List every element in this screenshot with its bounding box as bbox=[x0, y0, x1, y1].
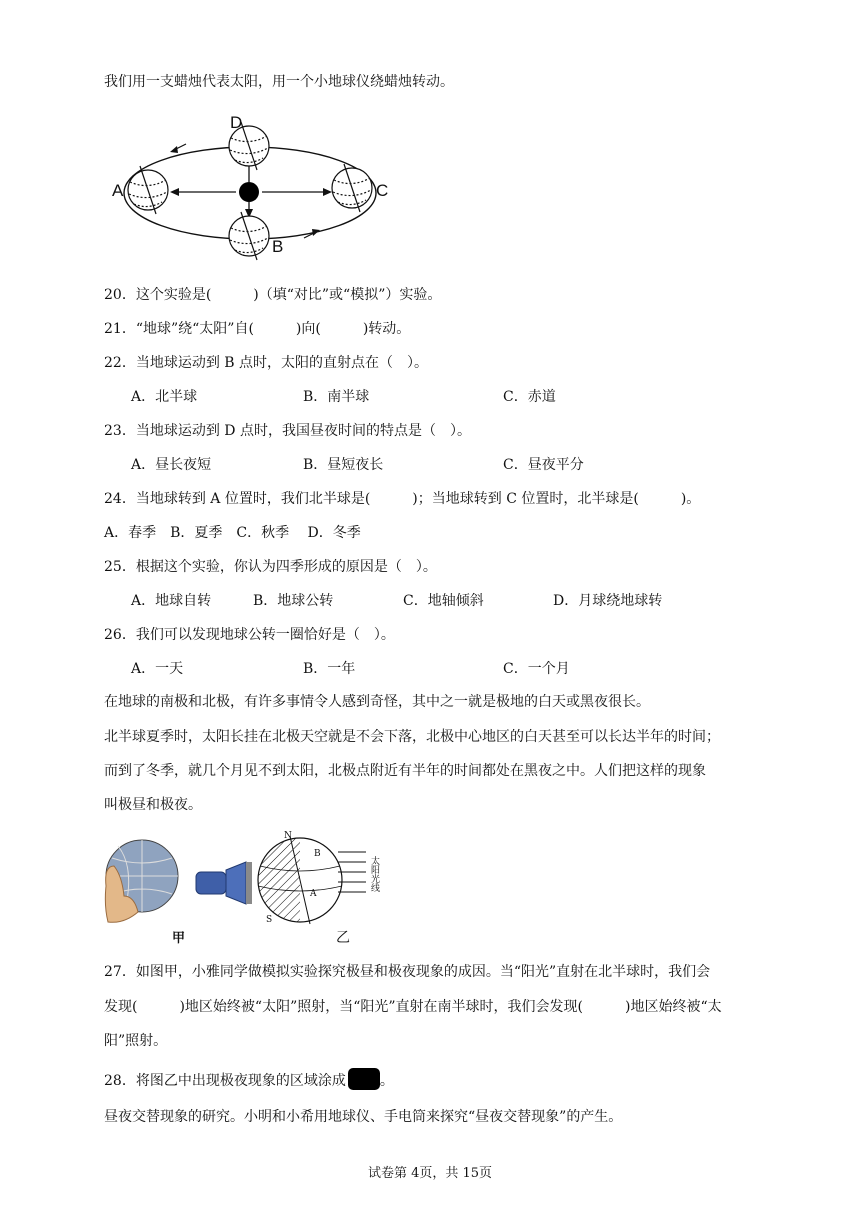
q26-option-a[interactable]: A．一天 bbox=[131, 661, 184, 677]
question-25: 25．根据这个实验，你认为四季形成的原因是（ ）。 bbox=[104, 559, 437, 575]
question-28-text: 28．将图乙中出现极夜现象的区域涂成 bbox=[104, 1073, 346, 1089]
question-22: 22．当地球运动到 B 点时，太阳的直射点在（ ）。 bbox=[104, 355, 429, 371]
q23-option-c[interactable]: C．昼夜平分 bbox=[503, 457, 584, 473]
question-23: 23．当地球运动到 D 点时，我国昼夜时间的特点是（ ）。 bbox=[104, 423, 471, 439]
intro-text: 我们用一支蜡烛代表太阳，用一个小地球仪绕蜡烛转动。 bbox=[104, 74, 454, 90]
q25-option-c[interactable]: C．地轴倾斜 bbox=[403, 593, 484, 609]
label-b-polar: B bbox=[314, 849, 321, 859]
question-28 bbox=[104, 1068, 394, 1091]
orbit-diagram bbox=[104, 110, 404, 270]
globe-c bbox=[332, 164, 372, 212]
passage-p2-line3: 叫极昼和极夜。 bbox=[104, 797, 202, 813]
polar-figure bbox=[104, 826, 394, 948]
closing-text: 昼夜交替现象的研究。小明和小希用地球仪、手电筒来探究“昼夜交替现象”的产生。 bbox=[104, 1109, 623, 1125]
q23-option-b[interactable]: B．昼短夜长 bbox=[303, 457, 384, 473]
q24-options[interactable]: A．春季 B．夏季 C．秋季 D．冬季 bbox=[104, 525, 361, 541]
label-d: D bbox=[230, 113, 243, 132]
q23-option-a[interactable]: A．昼长夜短 bbox=[131, 457, 212, 473]
flashlight-icon bbox=[196, 862, 252, 904]
q22-option-a[interactable]: A．北半球 bbox=[131, 389, 198, 405]
question-24: 24．当地球转到 A 位置时，我们北半球是( )；当地球转到 C 位置时，北半球是( )。 bbox=[104, 491, 701, 507]
sun-light-label: 太阳光线 bbox=[369, 856, 379, 892]
passage-p2-line1: 北半球夏季时，太阳长挂在北极天空就是不会下落，北极中心地区的白天甚至可以长达半年的时间； bbox=[104, 729, 720, 745]
q22-option-b[interactable]: B．南半球 bbox=[303, 389, 370, 405]
globe-a bbox=[128, 166, 168, 214]
question-27-line3: 阳”照射。 bbox=[104, 1033, 168, 1049]
q22-option-c[interactable]: C．赤道 bbox=[503, 389, 556, 405]
black-fill-swatch bbox=[348, 1068, 380, 1090]
passage-p2-line2: 而到了冬季，就几个月见不到太阳，北极点附近有半年的时间都处在黑夜之中。人们把这样的现象 bbox=[104, 763, 706, 779]
label-a-polar: A bbox=[310, 889, 317, 899]
label-n: N bbox=[284, 831, 292, 841]
question-26: 26．我们可以发现地球公转一圈恰好是（ ）。 bbox=[104, 627, 395, 643]
question-21: 21．“地球”绕“太阳”自( )向( )转动。 bbox=[104, 321, 411, 337]
label-s: S bbox=[266, 915, 273, 925]
q26-option-c[interactable]: C．一个月 bbox=[503, 661, 570, 677]
page-footer: 试卷第 4页，共 15页 bbox=[367, 1166, 493, 1181]
label-b: B bbox=[272, 237, 284, 256]
label-jia: 甲 bbox=[172, 931, 186, 946]
label-yi: 乙 bbox=[336, 930, 350, 946]
question-28-end: 。 bbox=[379, 1073, 394, 1089]
q25-option-b[interactable]: B．地球公转 bbox=[253, 593, 334, 609]
question-20: 20．这个实验是( )（填“对比”或“模拟”）实验。 bbox=[104, 287, 442, 303]
label-a: A bbox=[112, 181, 124, 200]
question-27-line1: 27．如图甲，小雅同学做模拟实验探究极昼和极夜现象的成因。当“阳光”直射在北半球时，我们会 bbox=[104, 964, 711, 980]
question-27-line2: 发现( )地区始终被“太阳”照射，当“阳光”直射在南半球时，我们会发现( )地区始终被“太 bbox=[104, 999, 722, 1015]
q26-option-b[interactable]: B．一年 bbox=[303, 661, 356, 677]
globe-b bbox=[229, 212, 269, 260]
q25-option-d[interactable]: D．月球绕地球转 bbox=[553, 593, 663, 609]
passage-p1: 在地球的南极和北极，有许多事情令人感到奇怪，其中之一就是极地的白天或黑夜很长。 bbox=[104, 694, 650, 710]
label-c: C bbox=[376, 181, 389, 200]
q25-option-a[interactable]: A．地球自转 bbox=[131, 593, 212, 609]
